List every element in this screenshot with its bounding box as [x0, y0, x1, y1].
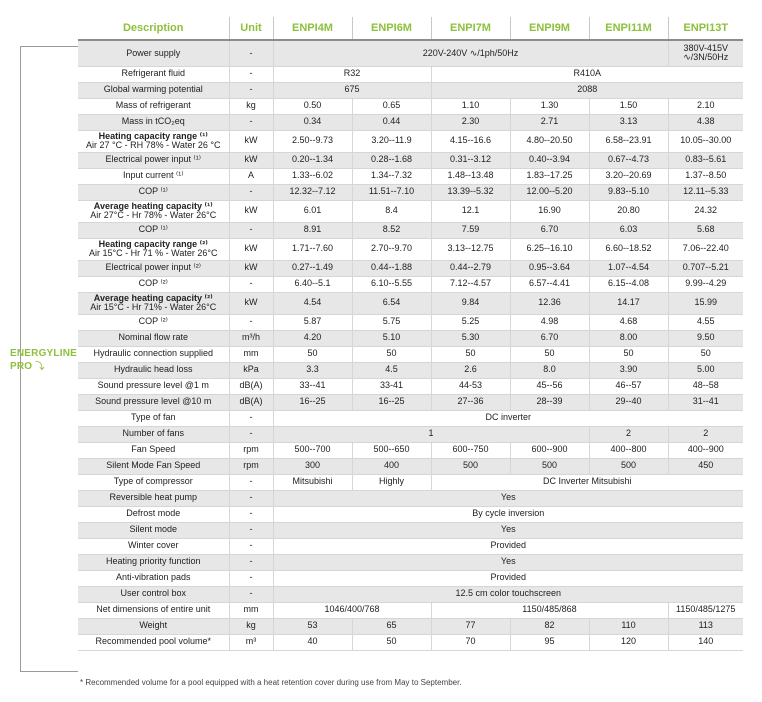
- row-value: 33-41: [352, 378, 431, 394]
- row-description: COP ⁽¹⁾: [78, 222, 229, 238]
- row-value: 500--700: [273, 442, 352, 458]
- row-value: 7.06--22.40: [668, 238, 743, 260]
- row-description: Recommended pool volume*: [78, 634, 229, 650]
- row-value: 1.07--4.54: [589, 260, 668, 276]
- header-unit: Unit: [229, 17, 273, 40]
- row-description: Power supply: [78, 40, 229, 66]
- table-row: [78, 98, 743, 114]
- row-description: COP ⁽¹⁾: [78, 184, 229, 200]
- row-value: 2.6: [431, 362, 510, 378]
- row-value: 6.03: [589, 222, 668, 238]
- row-value: 65: [352, 618, 431, 634]
- row-value: R32: [273, 66, 431, 82]
- row-value: 2.71: [510, 114, 589, 130]
- table-row: [78, 602, 743, 618]
- row-description: Sound pressure level @1 m: [78, 378, 229, 394]
- row-unit: kW: [229, 260, 273, 276]
- row-value: DC inverter: [273, 410, 743, 426]
- row-value: 8.4: [352, 200, 431, 222]
- row-value: 4.68: [589, 314, 668, 330]
- row-value: By cycle inversion: [273, 506, 743, 522]
- row-value: 5.30: [431, 330, 510, 346]
- row-value: 46--57: [589, 378, 668, 394]
- row-description-conditions: Air 27°C - Hr 78% - Water 26°C: [90, 210, 217, 220]
- row-description-title: Average heating capacity ⁽²⁾: [93, 292, 213, 303]
- row-value: 77: [431, 618, 510, 634]
- row-value: 0.20--1.34: [273, 152, 352, 168]
- row-unit: -: [229, 586, 273, 602]
- product-line-label: [10, 348, 78, 373]
- row-description-conditions: Air 27 °C - RH 78% - Water 26 °C: [86, 140, 221, 150]
- row-value: 2088: [431, 82, 743, 98]
- table-row: [78, 362, 743, 378]
- row-value: 14.17: [589, 292, 668, 314]
- row-description: Electrical power input ⁽²⁾: [78, 260, 229, 276]
- spec-table: [78, 17, 743, 651]
- row-unit: kW: [229, 152, 273, 168]
- row-value: 5.10: [352, 330, 431, 346]
- row-unit: dB(A): [229, 394, 273, 410]
- table-row: [78, 330, 743, 346]
- row-value: 5.75: [352, 314, 431, 330]
- table-row: [78, 184, 743, 200]
- row-value: 33--41: [273, 378, 352, 394]
- row-value: 45--56: [510, 378, 589, 394]
- row-value: 1: [273, 426, 589, 442]
- table-row: [78, 426, 743, 442]
- row-description: Silent mode: [78, 522, 229, 538]
- header-model: ENPI6M: [352, 17, 431, 40]
- row-value: 3.90: [589, 362, 668, 378]
- row-description: Mass in tCO₂eq: [78, 114, 229, 130]
- row-description: User control box: [78, 586, 229, 602]
- row-value: 24.32: [668, 200, 743, 222]
- row-description-conditions: Air 15°C - Hr 71 % - Water 26°C: [89, 248, 218, 258]
- table-row: [78, 394, 743, 410]
- product-line-name: ENERGYLINE: [10, 348, 78, 359]
- row-value: R410A: [431, 66, 743, 82]
- row-description: Hydraulic connection supplied: [78, 346, 229, 362]
- table-row: [78, 634, 743, 650]
- side-bracket-top: [34, 46, 78, 47]
- row-value: 5.68: [668, 222, 743, 238]
- row-value: 1150/485/1275: [668, 602, 743, 618]
- row-unit: kW: [229, 130, 273, 152]
- row-value: 13.39--5.32: [431, 184, 510, 200]
- row-value: 4.55: [668, 314, 743, 330]
- row-description: [78, 200, 229, 222]
- row-description-conditions: Air 15°C - Hr 71% - Water 26°C: [90, 302, 217, 312]
- row-unit: rpm: [229, 458, 273, 474]
- row-value: 0.27--1.49: [273, 260, 352, 276]
- row-value: 20.80: [589, 200, 668, 222]
- table-row: [78, 314, 743, 330]
- row-description: Defrost mode: [78, 506, 229, 522]
- row-value: 9.84: [431, 292, 510, 314]
- row-value: 600--750: [431, 442, 510, 458]
- table-row: [78, 474, 743, 490]
- table-row: [78, 238, 743, 260]
- row-value: 95: [510, 634, 589, 650]
- row-description: Nominal flow rate: [78, 330, 229, 346]
- row-unit: A: [229, 168, 273, 184]
- row-unit: -: [229, 82, 273, 98]
- table-row: [78, 260, 743, 276]
- row-description: Heating priority function: [78, 554, 229, 570]
- table-row: [78, 200, 743, 222]
- row-value: 0.83--5.61: [668, 152, 743, 168]
- row-unit: -: [229, 522, 273, 538]
- row-value: 4.80--20.50: [510, 130, 589, 152]
- row-value: 0.50: [273, 98, 352, 114]
- table-row: [78, 276, 743, 292]
- row-description: Silent Mode Fan Speed: [78, 458, 229, 474]
- row-value: 1046/400/768: [273, 602, 431, 618]
- table-row: [78, 292, 743, 314]
- row-value: 380V-415V ∿/3N/50Hz: [668, 40, 743, 66]
- row-unit: -: [229, 538, 273, 554]
- row-value: 50: [668, 346, 743, 362]
- header-description: Description: [78, 17, 229, 40]
- row-unit: mm: [229, 602, 273, 618]
- table-row: [78, 346, 743, 362]
- row-description: Reversible heat pump: [78, 490, 229, 506]
- row-value: 450: [668, 458, 743, 474]
- row-value: 6.10--5.55: [352, 276, 431, 292]
- row-value: 400--900: [668, 442, 743, 458]
- row-description: COP ⁽²⁾: [78, 314, 229, 330]
- row-value: 2: [668, 426, 743, 442]
- row-value: 50: [510, 346, 589, 362]
- table-row: [78, 82, 743, 98]
- table-row: [78, 490, 743, 506]
- row-unit: kW: [229, 292, 273, 314]
- table-row: [78, 222, 743, 238]
- row-value: 2: [589, 426, 668, 442]
- row-unit: kg: [229, 618, 273, 634]
- table-row: [78, 130, 743, 152]
- row-value: 40: [273, 634, 352, 650]
- row-value: Provided: [273, 538, 743, 554]
- row-value: 2.50--9.73: [273, 130, 352, 152]
- row-value: 1.37--8.50: [668, 168, 743, 184]
- row-value: Provided: [273, 570, 743, 586]
- row-unit: m³/h: [229, 330, 273, 346]
- row-value: 6.70: [510, 330, 589, 346]
- row-description: [78, 238, 229, 260]
- row-value: Yes: [273, 490, 743, 506]
- table-row: [78, 538, 743, 554]
- row-description: Refrigerant fluid: [78, 66, 229, 82]
- row-value: 3.20--20.69: [589, 168, 668, 184]
- row-unit: kPa: [229, 362, 273, 378]
- row-value: 1.48--13.48: [431, 168, 510, 184]
- row-unit: -: [229, 276, 273, 292]
- row-value: 2.30: [431, 114, 510, 130]
- row-unit: -: [229, 66, 273, 82]
- row-value: 50: [352, 346, 431, 362]
- row-value: 9.83--5.10: [589, 184, 668, 200]
- table-row: [78, 114, 743, 130]
- row-description: Electrical power input ⁽¹⁾: [78, 152, 229, 168]
- row-description: Anti-vibration pads: [78, 570, 229, 586]
- row-value: 3.3: [273, 362, 352, 378]
- row-value: DC Inverter Mitsubishi: [431, 474, 743, 490]
- row-value: 0.28--1.68: [352, 152, 431, 168]
- row-unit: -: [229, 490, 273, 506]
- row-value: 6.25--16.10: [510, 238, 589, 260]
- row-value: 5.00: [668, 362, 743, 378]
- row-value: 0.40--3.94: [510, 152, 589, 168]
- row-unit: -: [229, 40, 273, 66]
- row-value: 400: [352, 458, 431, 474]
- row-value: 12.5 cm color touchscreen: [273, 586, 743, 602]
- footnote: * Recommended volume for a pool equipped with a heat retention cover during use from May to September.: [80, 678, 462, 687]
- row-value: 0.44--2.79: [431, 260, 510, 276]
- row-value: 0.67--4.73: [589, 152, 668, 168]
- row-value: 4.38: [668, 114, 743, 130]
- row-value: 31--41: [668, 394, 743, 410]
- row-value: 6.70: [510, 222, 589, 238]
- row-value: 4.15--16.6: [431, 130, 510, 152]
- row-description: Weight: [78, 618, 229, 634]
- row-value: 4.5: [352, 362, 431, 378]
- row-description: Type of fan: [78, 410, 229, 426]
- row-unit: kW: [229, 200, 273, 222]
- row-value: 50: [352, 634, 431, 650]
- row-unit: -: [229, 570, 273, 586]
- row-description-title: Heating capacity range ⁽¹⁾: [98, 130, 208, 141]
- row-value: 113: [668, 618, 743, 634]
- row-value: 82: [510, 618, 589, 634]
- row-value: Mitsubishi: [273, 474, 352, 490]
- row-value: 2.70--9.70: [352, 238, 431, 260]
- row-value: 29--40: [589, 394, 668, 410]
- row-value: 4.98: [510, 314, 589, 330]
- row-value: 12.00--5.20: [510, 184, 589, 200]
- header-model: ENPI11M: [589, 17, 668, 40]
- row-value: 6.57--4.41: [510, 276, 589, 292]
- row-unit: dB(A): [229, 378, 273, 394]
- leaf-icon: ⤵: [35, 361, 45, 371]
- row-unit: kW: [229, 238, 273, 260]
- row-value: 44-53: [431, 378, 510, 394]
- row-value: 50: [431, 346, 510, 362]
- table-row: [78, 40, 743, 66]
- row-unit: -: [229, 410, 273, 426]
- row-value: 600--900: [510, 442, 589, 458]
- row-description: Number of fans: [78, 426, 229, 442]
- row-value: 3.20--11.9: [352, 130, 431, 152]
- row-value: 0.707--5.21: [668, 260, 743, 276]
- row-value: 12.36: [510, 292, 589, 314]
- header-model: ENPI4M: [273, 17, 352, 40]
- row-description: Hydraulic head loss: [78, 362, 229, 378]
- row-value: 7.12--4.57: [431, 276, 510, 292]
- table-row: [78, 586, 743, 602]
- row-value: 16.90: [510, 200, 589, 222]
- row-value: 27--36: [431, 394, 510, 410]
- row-description: [78, 130, 229, 152]
- row-value: 0.34: [273, 114, 352, 130]
- row-value: 8.0: [510, 362, 589, 378]
- row-description: Input current ⁽¹⁾: [78, 168, 229, 184]
- spec-table-header: [78, 17, 743, 40]
- table-row: [78, 570, 743, 586]
- row-value: 1150/485/868: [431, 602, 668, 618]
- row-value: 1.71--7.60: [273, 238, 352, 260]
- row-value: 6.01: [273, 200, 352, 222]
- row-description-title: Heating capacity range ⁽²⁾: [98, 238, 208, 249]
- row-description-title: Average heating capacity ⁽¹⁾: [93, 200, 213, 211]
- row-description: Global warming potential: [78, 82, 229, 98]
- row-description: Mass of refrigerant: [78, 98, 229, 114]
- row-value: 8.52: [352, 222, 431, 238]
- row-value: 70: [431, 634, 510, 650]
- row-value: 120: [589, 634, 668, 650]
- row-value: 1.10: [431, 98, 510, 114]
- row-unit: -: [229, 314, 273, 330]
- row-value: Yes: [273, 554, 743, 570]
- row-value: 3.13: [589, 114, 668, 130]
- row-description: Type of compressor: [78, 474, 229, 490]
- row-value: Yes: [273, 522, 743, 538]
- row-value: 8.00: [589, 330, 668, 346]
- row-value: 50: [273, 346, 352, 362]
- row-value: 6.40--5.1: [273, 276, 352, 292]
- row-value: 500--650: [352, 442, 431, 458]
- row-value: 220V-240V ∿/1ph/50Hz: [273, 40, 668, 66]
- row-value: 10.05--30.00: [668, 130, 743, 152]
- row-unit: -: [229, 426, 273, 442]
- row-value: 0.44: [352, 114, 431, 130]
- row-value: 5.87: [273, 314, 352, 330]
- row-value: 1.33--6.02: [273, 168, 352, 184]
- header-model: ENPI9M: [510, 17, 589, 40]
- row-value: 53: [273, 618, 352, 634]
- table-row: [78, 410, 743, 426]
- table-row: [78, 506, 743, 522]
- row-value: 4.20: [273, 330, 352, 346]
- header-model: ENPI7M: [431, 17, 510, 40]
- row-value: 5.25: [431, 314, 510, 330]
- row-value: 0.44--1.88: [352, 260, 431, 276]
- row-value: 110: [589, 618, 668, 634]
- row-value: 7.59: [431, 222, 510, 238]
- row-value: 16--25: [352, 394, 431, 410]
- row-value: 12.32--7.12: [273, 184, 352, 200]
- row-unit: -: [229, 222, 273, 238]
- row-value: 6.58--23.91: [589, 130, 668, 152]
- table-row: [78, 554, 743, 570]
- row-value: 1.34--7.32: [352, 168, 431, 184]
- row-description: Net dimensions of entire unit: [78, 602, 229, 618]
- table-row: [78, 152, 743, 168]
- row-unit: -: [229, 184, 273, 200]
- row-value: 6.15--4.08: [589, 276, 668, 292]
- row-value: 28--39: [510, 394, 589, 410]
- row-value: 50: [589, 346, 668, 362]
- row-description: Winter cover: [78, 538, 229, 554]
- row-unit: mm: [229, 346, 273, 362]
- row-value: 140: [668, 634, 743, 650]
- row-value: 500: [589, 458, 668, 474]
- row-value: 675: [273, 82, 431, 98]
- row-value: 0.65: [352, 98, 431, 114]
- row-unit: -: [229, 114, 273, 130]
- row-unit: -: [229, 474, 273, 490]
- row-value: 400--800: [589, 442, 668, 458]
- row-value: 48--58: [668, 378, 743, 394]
- row-value: 6.54: [352, 292, 431, 314]
- row-value: 3.13--12.75: [431, 238, 510, 260]
- row-value: 1.83--17.25: [510, 168, 589, 184]
- row-value: 500: [510, 458, 589, 474]
- product-line-suffix: PRO: [10, 361, 33, 372]
- row-value: 300: [273, 458, 352, 474]
- row-value: Highly: [352, 474, 431, 490]
- row-description: Fan Speed: [78, 442, 229, 458]
- row-value: 16--25: [273, 394, 352, 410]
- header-model: ENPI13T: [668, 17, 743, 40]
- row-value: 1.50: [589, 98, 668, 114]
- row-value: 12.11--5.33: [668, 184, 743, 200]
- table-row: [78, 168, 743, 184]
- row-description: COP ⁽²⁾: [78, 276, 229, 292]
- row-value: 4.54: [273, 292, 352, 314]
- table-row: [78, 458, 743, 474]
- row-value: 0.95--3.64: [510, 260, 589, 276]
- table-row: [78, 378, 743, 394]
- row-value: 500: [431, 458, 510, 474]
- row-value: 9.99--4.29: [668, 276, 743, 292]
- spec-table-body: [78, 40, 743, 650]
- table-row: [78, 66, 743, 82]
- table-row: [78, 442, 743, 458]
- row-unit: -: [229, 554, 273, 570]
- row-value: 8.91: [273, 222, 352, 238]
- row-unit: -: [229, 506, 273, 522]
- row-value: 2.10: [668, 98, 743, 114]
- row-value: 6.60--18.52: [589, 238, 668, 260]
- row-value: 12.1: [431, 200, 510, 222]
- row-unit: m³: [229, 634, 273, 650]
- row-value: 11.51--7.10: [352, 184, 431, 200]
- row-unit: rpm: [229, 442, 273, 458]
- row-value: 0.31--3.12: [431, 152, 510, 168]
- side-bracket-bottom: [34, 671, 78, 672]
- row-value: 15.99: [668, 292, 743, 314]
- table-row: [78, 522, 743, 538]
- row-value: 1.30: [510, 98, 589, 114]
- row-unit: kg: [229, 98, 273, 114]
- row-description: Sound pressure level @10 m: [78, 394, 229, 410]
- row-description: [78, 292, 229, 314]
- table-row: [78, 618, 743, 634]
- row-value: 9.50: [668, 330, 743, 346]
